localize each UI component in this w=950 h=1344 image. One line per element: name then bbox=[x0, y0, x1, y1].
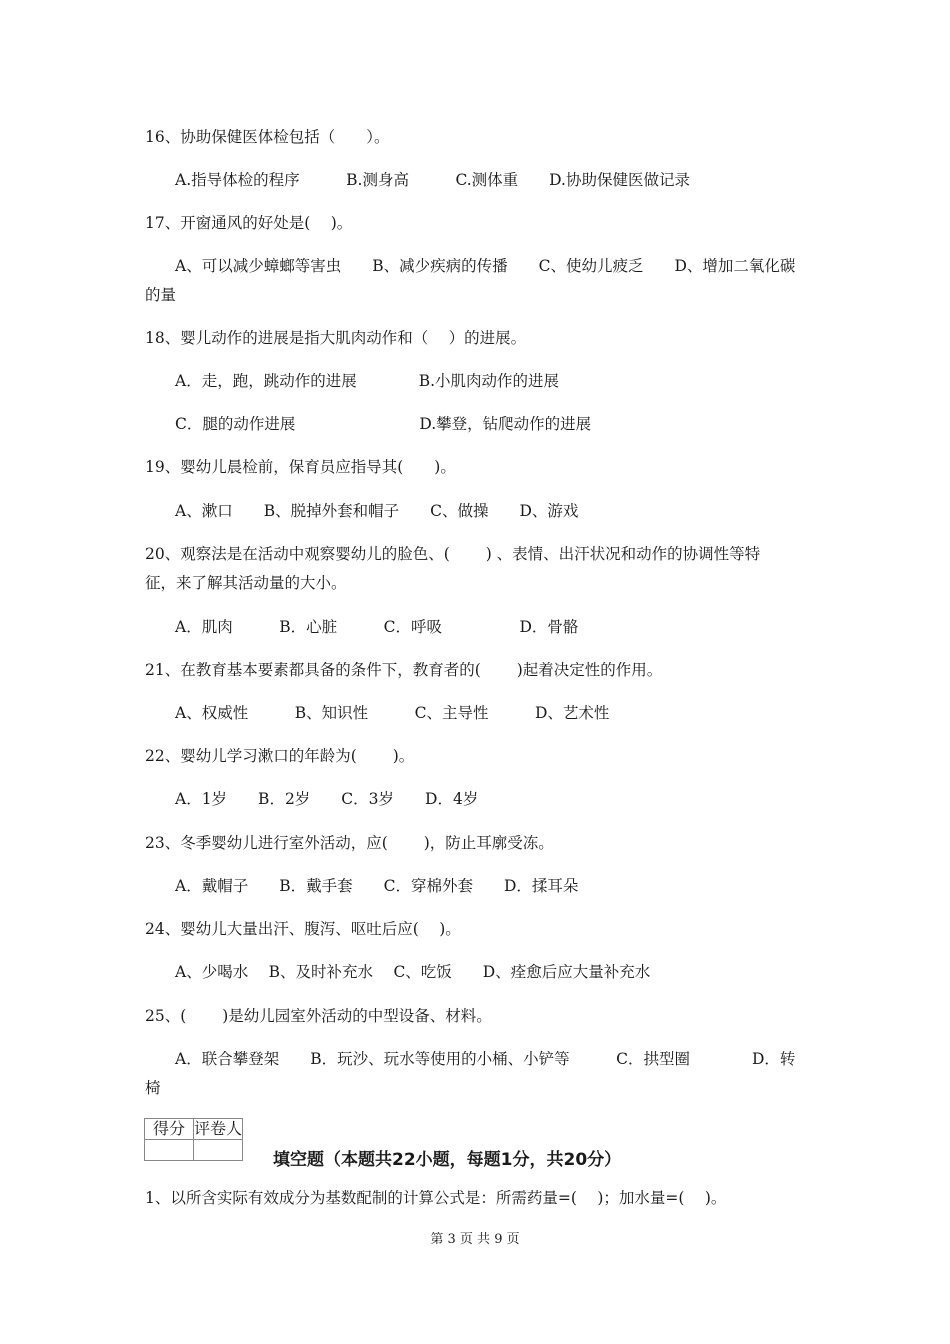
fill-question-1: 1、以所含实际有效成分为基数配制的计算公式是：所需药量=( )；加水量=( )。 bbox=[145, 1189, 727, 1207]
question-16-options: A.指导体检的程序 B.测身高 C.测体重 D.协助保健医做记录 bbox=[175, 171, 690, 189]
section-title: 填空题（本题共22小题，每题1分，共20分） bbox=[273, 1150, 622, 1170]
question-17-options: A、可以减少蟑螂等害虫 B、减少疾病的传播 C、使幼儿疲乏 D、增加二氧化碳 bbox=[175, 257, 796, 275]
question-24-options: A、少喝水 B、及时补充水 C、吃饭 D、痊愈后应大量补充水 bbox=[175, 963, 651, 981]
score-header: 得分 bbox=[145, 1119, 194, 1140]
question-17: 17、开窗通风的好处是( )。 bbox=[145, 214, 353, 232]
question-25-continuation: 椅 bbox=[145, 1079, 161, 1097]
question-21: 21、在教育基本要素都具备的条件下，教育者的( )起着决定性的作用。 bbox=[145, 661, 663, 679]
score-cell[interactable] bbox=[145, 1140, 194, 1161]
question-18: 18、婴儿动作的进展是指大肌肉动作和（ ）的进展。 bbox=[145, 329, 527, 347]
question-20: 20、观察法是在活动中观察婴幼儿的脸色、( ) 、表情、出汗状况和动作的协调性等特 bbox=[145, 545, 761, 563]
question-20-continuation: 征，来了解其活动量的大小。 bbox=[145, 574, 347, 592]
page-footer: 第 3 页 共 9 页 bbox=[430, 1232, 520, 1247]
question-18-options-1: A．走，跑，跳动作的进展 B.小肌肉动作的进展 bbox=[175, 372, 560, 390]
question-24: 24、婴幼儿大量出汗、腹泻、呕吐后应( )。 bbox=[145, 920, 461, 938]
question-18-options-2: C．腿的动作进展 D.攀登，钻爬动作的进展 bbox=[175, 415, 592, 433]
question-21-options: A、权威性 B、知识性 C、主导性 D、艺术性 bbox=[175, 704, 610, 722]
question-22: 22、婴幼儿学习漱口的年龄为( )。 bbox=[145, 747, 415, 765]
grader-header: 评卷人 bbox=[194, 1119, 243, 1138]
question-25-options: A．联合攀登架 B．玩沙、玩水等使用的小桶、小铲等 C．拱型圈 D．转 bbox=[175, 1050, 796, 1068]
question-23: 23、冬季婴幼儿进行室外活动，应( )，防止耳廓受冻。 bbox=[145, 834, 554, 852]
question-20-options: A．肌肉 B．心脏 C．呼吸 D．骨骼 bbox=[175, 618, 579, 636]
question-19: 19、婴幼儿晨检前，保育员应指导其( )。 bbox=[145, 458, 456, 476]
question-19-options: A、漱口 B、脱掉外套和帽子 C、做操 D、游戏 bbox=[175, 502, 579, 520]
question-22-options: A．1岁 B．2岁 C．3岁 D．4岁 bbox=[175, 790, 479, 808]
question-23-options: A．戴帽子 B．戴手套 C．穿棉外套 D．揉耳朵 bbox=[175, 877, 579, 895]
question-16: 16、协助保健医体检包括（ ）。 bbox=[145, 128, 390, 146]
question-17-continuation: 的量 bbox=[145, 286, 177, 304]
score-table bbox=[144, 1118, 243, 1161]
grader-cell[interactable] bbox=[194, 1140, 243, 1161]
question-25: 25、( )是幼儿园室外活动的中型设备、材料。 bbox=[145, 1007, 492, 1025]
